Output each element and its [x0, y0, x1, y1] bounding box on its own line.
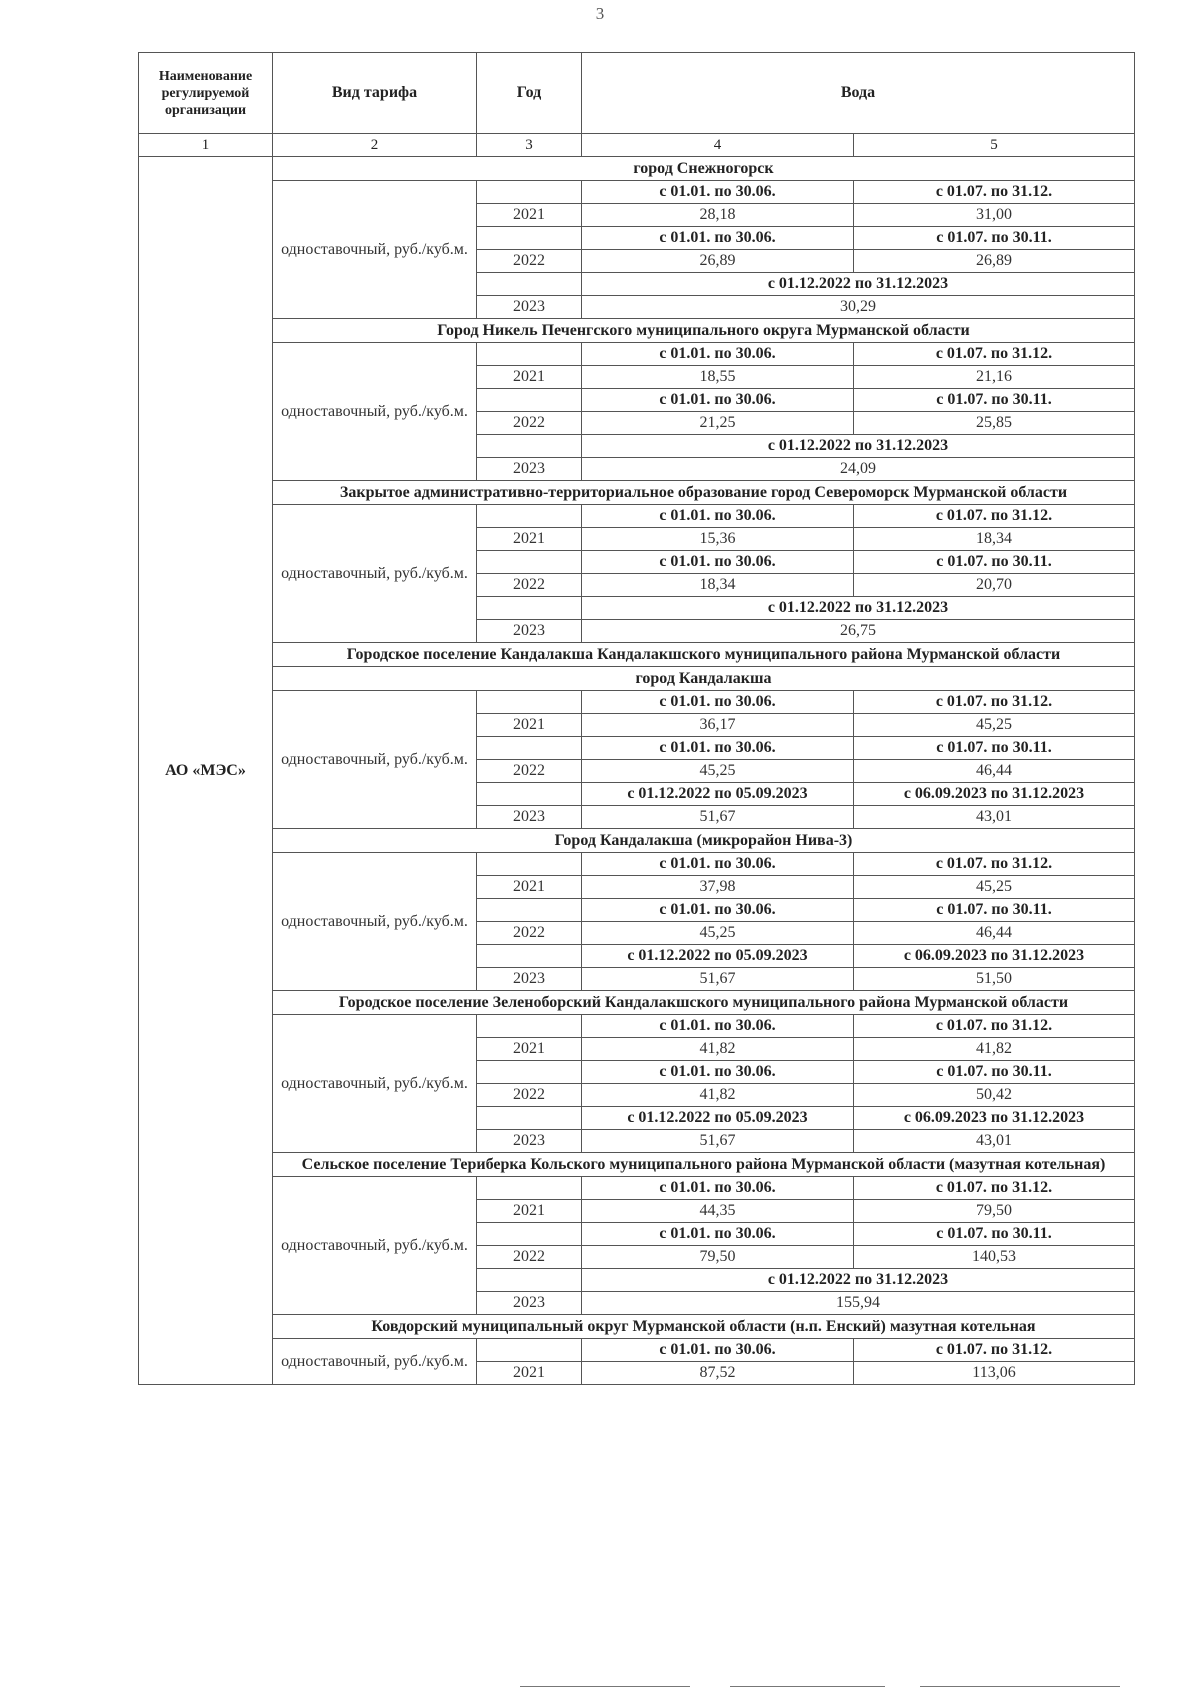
- tariff-table: [138, 52, 1135, 1385]
- year-cell: 2021: [477, 528, 582, 551]
- section-title-row: [139, 829, 1135, 853]
- table-header-row: [139, 53, 1135, 134]
- tariff-type: одноставочный, руб./куб.м.: [273, 181, 477, 319]
- tariff-value: 31,00: [854, 204, 1135, 227]
- year-cell: 2021: [477, 1362, 582, 1385]
- bottom-divider: [730, 1686, 885, 1687]
- section-title: Ковдорский муниципальный округ Мурманской области (н.п. Енский) мазутная котельная: [273, 1315, 1135, 1339]
- tariff-value: 155,94: [582, 1292, 1135, 1315]
- period-cell: с 01.01. по 30.06.: [582, 227, 854, 250]
- period-cell: с 01.07. по 31.12.: [854, 505, 1135, 528]
- period-cell: с 01.07. по 31.12.: [854, 691, 1135, 714]
- period-cell: с 01.01. по 30.06.: [582, 899, 854, 922]
- year-cell: [477, 1339, 582, 1362]
- tariff-value: 21,16: [854, 366, 1135, 389]
- tariff-value: 37,98: [582, 876, 854, 899]
- tariff-value: 15,36: [582, 528, 854, 551]
- tariff-type: одноставочный, руб./куб.м.: [273, 1339, 477, 1385]
- tariff-value: 30,29: [582, 296, 1135, 319]
- period-cell: с 01.01. по 30.06.: [582, 1339, 854, 1362]
- column-number: 2: [273, 134, 477, 157]
- tariff-value: 26,75: [582, 620, 1135, 643]
- year-cell: 2021: [477, 876, 582, 899]
- tariff-value: 113,06: [854, 1362, 1135, 1385]
- tariff-value: 41,82: [854, 1038, 1135, 1061]
- organization-name: АО «МЭС»: [139, 157, 273, 1385]
- tariff-type: одноставочный, руб./куб.м.: [273, 505, 477, 643]
- tariff-type: одноставочный, руб./куб.м.: [273, 853, 477, 991]
- year-cell: [477, 691, 582, 714]
- period-cell: с 01.01. по 30.06.: [582, 1177, 854, 1200]
- period-row: [139, 691, 1135, 714]
- tariff-value: 45,25: [854, 714, 1135, 737]
- tariff-value: 44,35: [582, 1200, 854, 1223]
- year-cell: 2022: [477, 760, 582, 783]
- column-number: 3: [477, 134, 582, 157]
- year-cell: [477, 273, 582, 296]
- tariff-value: 79,50: [582, 1246, 854, 1269]
- period-cell: с 01.07. по 31.12.: [854, 1339, 1135, 1362]
- section-title: Город Никель Печенгского муниципального округа Мурманской области: [273, 319, 1135, 343]
- column-number: 4: [582, 134, 854, 157]
- year-cell: [477, 1223, 582, 1246]
- section-title-row: [139, 991, 1135, 1015]
- tariff-value: 36,17: [582, 714, 854, 737]
- period-cell: с 01.07. по 31.12.: [854, 343, 1135, 366]
- tariff-value: 25,85: [854, 412, 1135, 435]
- period-cell: с 01.07. по 31.12.: [854, 1015, 1135, 1038]
- period-row: [139, 181, 1135, 204]
- year-cell: 2022: [477, 412, 582, 435]
- period-cell: с 06.09.2023 по 31.12.2023: [854, 945, 1135, 968]
- year-cell: 2023: [477, 968, 582, 991]
- year-cell: [477, 181, 582, 204]
- tariff-type: одноставочный, руб./куб.м.: [273, 1015, 477, 1153]
- year-cell: 2023: [477, 620, 582, 643]
- section-title: город Кандалакша: [273, 667, 1135, 691]
- period-cell: с 01.01. по 30.06.: [582, 737, 854, 760]
- column-number: 1: [139, 134, 273, 157]
- year-cell: [477, 1015, 582, 1038]
- section-title: Город Кандалакша (микрорайон Нива-3): [273, 829, 1135, 853]
- tariff-value: 51,67: [582, 1130, 854, 1153]
- period-row: [139, 343, 1135, 366]
- tariff-value: 41,82: [582, 1038, 854, 1061]
- header-year: Год: [477, 53, 582, 134]
- header-tariff-type: Вид тарифа: [273, 53, 477, 134]
- year-cell: [477, 1177, 582, 1200]
- year-cell: 2021: [477, 366, 582, 389]
- year-cell: [477, 597, 582, 620]
- tariff-value: 43,01: [854, 1130, 1135, 1153]
- period-row: [139, 853, 1135, 876]
- section-title-row: [139, 1315, 1135, 1339]
- period-cell: с 01.12.2022 по 05.09.2023: [582, 945, 854, 968]
- period-cell: с 01.01. по 30.06.: [582, 691, 854, 714]
- tariff-value: 20,70: [854, 574, 1135, 597]
- period-cell: с 01.01. по 30.06.: [582, 1061, 854, 1084]
- period-cell: с 01.07. по 31.12.: [854, 853, 1135, 876]
- period-cell: с 06.09.2023 по 31.12.2023: [854, 783, 1135, 806]
- period-cell: с 01.01. по 30.06.: [582, 853, 854, 876]
- section-title-row: [139, 157, 1135, 181]
- period-cell: с 01.07. по 30.11.: [854, 227, 1135, 250]
- period-cell: с 01.01. по 30.06.: [582, 1015, 854, 1038]
- period-cell: с 01.07. по 30.11.: [854, 899, 1135, 922]
- period-cell: с 01.01. по 30.06.: [582, 1223, 854, 1246]
- tariff-value: 46,44: [854, 760, 1135, 783]
- period-cell: с 01.01. по 30.06.: [582, 389, 854, 412]
- year-cell: 2022: [477, 1084, 582, 1107]
- table-body: [139, 157, 1135, 1385]
- tariff-value: 28,18: [582, 204, 854, 227]
- header-water: Вода: [582, 53, 1135, 134]
- period-cell: с 01.01. по 30.06.: [582, 343, 854, 366]
- year-cell: 2021: [477, 1200, 582, 1223]
- year-cell: [477, 435, 582, 458]
- tariff-value: 51,67: [582, 806, 854, 829]
- tariff-value: 18,34: [582, 574, 854, 597]
- section-title: город Снежногорск: [273, 157, 1135, 181]
- year-cell: 2021: [477, 1038, 582, 1061]
- year-cell: 2023: [477, 1292, 582, 1315]
- year-cell: [477, 853, 582, 876]
- period-cell: с 01.07. по 30.11.: [854, 1061, 1135, 1084]
- year-cell: 2021: [477, 714, 582, 737]
- section-title-row: [139, 1153, 1135, 1177]
- year-cell: 2021: [477, 204, 582, 227]
- period-row: [139, 1177, 1135, 1200]
- year-cell: [477, 737, 582, 760]
- year-cell: [477, 227, 582, 250]
- period-cell: с 01.12.2022 по 05.09.2023: [582, 1107, 854, 1130]
- tariff-value: 21,25: [582, 412, 854, 435]
- year-cell: [477, 343, 582, 366]
- period-cell: с 06.09.2023 по 31.12.2023: [854, 1107, 1135, 1130]
- tariff-type: одноставочный, руб./куб.м.: [273, 343, 477, 481]
- tariff-type: одноставочный, руб./куб.м.: [273, 691, 477, 829]
- year-cell: [477, 389, 582, 412]
- tariff-value: 45,25: [582, 922, 854, 945]
- year-cell: 2022: [477, 574, 582, 597]
- year-cell: [477, 1061, 582, 1084]
- period-cell: с 01.12.2022 по 31.12.2023: [582, 273, 1135, 296]
- tariff-value: 79,50: [854, 1200, 1135, 1223]
- period-cell: с 01.07. по 31.12.: [854, 181, 1135, 204]
- year-cell: [477, 505, 582, 528]
- period-cell: с 01.01. по 30.06.: [582, 551, 854, 574]
- period-cell: с 01.07. по 30.11.: [854, 551, 1135, 574]
- year-cell: [477, 945, 582, 968]
- year-cell: 2022: [477, 922, 582, 945]
- year-cell: [477, 783, 582, 806]
- tariff-value: 41,82: [582, 1084, 854, 1107]
- year-cell: 2023: [477, 806, 582, 829]
- period-cell: с 01.01. по 30.06.: [582, 505, 854, 528]
- bottom-divider: [520, 1686, 690, 1687]
- section-title: Городское поселение Зеленоборский Кандалакшского муниципального района Мурманской области: [273, 991, 1135, 1015]
- tariff-value: 18,34: [854, 528, 1135, 551]
- column-number: 5: [854, 134, 1135, 157]
- year-cell: [477, 1269, 582, 1292]
- tariff-value: 46,44: [854, 922, 1135, 945]
- section-title-row: [139, 667, 1135, 691]
- section-title: Городское поселение Кандалакша Кандалакшского муниципального района Мурманской области: [273, 643, 1135, 667]
- period-row: [139, 1339, 1135, 1362]
- year-cell: 2023: [477, 1130, 582, 1153]
- period-cell: с 01.12.2022 по 31.12.2023: [582, 435, 1135, 458]
- tariff-value: 51,50: [854, 968, 1135, 991]
- tariff-value: 18,55: [582, 366, 854, 389]
- bottom-divider: [920, 1686, 1120, 1687]
- year-cell: 2022: [477, 250, 582, 273]
- period-cell: с 01.12.2022 по 31.12.2023: [582, 1269, 1135, 1292]
- column-number-row: [139, 134, 1135, 157]
- period-cell: с 01.07. по 30.11.: [854, 1223, 1135, 1246]
- period-cell: с 01.07. по 30.11.: [854, 389, 1135, 412]
- period-row: [139, 505, 1135, 528]
- year-cell: 2023: [477, 458, 582, 481]
- year-cell: [477, 551, 582, 574]
- tariff-value: 140,53: [854, 1246, 1135, 1269]
- tariff-value: 45,25: [854, 876, 1135, 899]
- section-title: Закрытое административно-территориальное образование город Североморск Мурманской области: [273, 481, 1135, 505]
- period-cell: с 01.07. по 31.12.: [854, 1177, 1135, 1200]
- period-row: [139, 1015, 1135, 1038]
- tariff-value: 26,89: [582, 250, 854, 273]
- tariff-table-container: [138, 52, 1134, 1385]
- section-title-row: [139, 319, 1135, 343]
- period-cell: с 01.12.2022 по 31.12.2023: [582, 597, 1135, 620]
- year-cell: 2023: [477, 296, 582, 319]
- tariff-value: 26,89: [854, 250, 1135, 273]
- period-cell: с 01.07. по 30.11.: [854, 737, 1135, 760]
- tariff-value: 24,09: [582, 458, 1135, 481]
- tariff-value: 51,67: [582, 968, 854, 991]
- section-title: Сельское поселение Териберка Кольского муниципального района Мурманской области (мазутная котельная): [273, 1153, 1135, 1177]
- year-cell: [477, 1107, 582, 1130]
- section-title-row: [139, 643, 1135, 667]
- page-number: 3: [595, 4, 605, 23]
- tariff-value: 50,42: [854, 1084, 1135, 1107]
- tariff-value: 87,52: [582, 1362, 854, 1385]
- year-cell: 2022: [477, 1246, 582, 1269]
- tariff-value: 45,25: [582, 760, 854, 783]
- year-cell: [477, 899, 582, 922]
- header-org: Наименование регулируемой организации: [139, 53, 273, 134]
- period-cell: с 01.01. по 30.06.: [582, 181, 854, 204]
- tariff-value: 43,01: [854, 806, 1135, 829]
- tariff-type: одноставочный, руб./куб.м.: [273, 1177, 477, 1315]
- period-cell: с 01.12.2022 по 05.09.2023: [582, 783, 854, 806]
- section-title-row: [139, 481, 1135, 505]
